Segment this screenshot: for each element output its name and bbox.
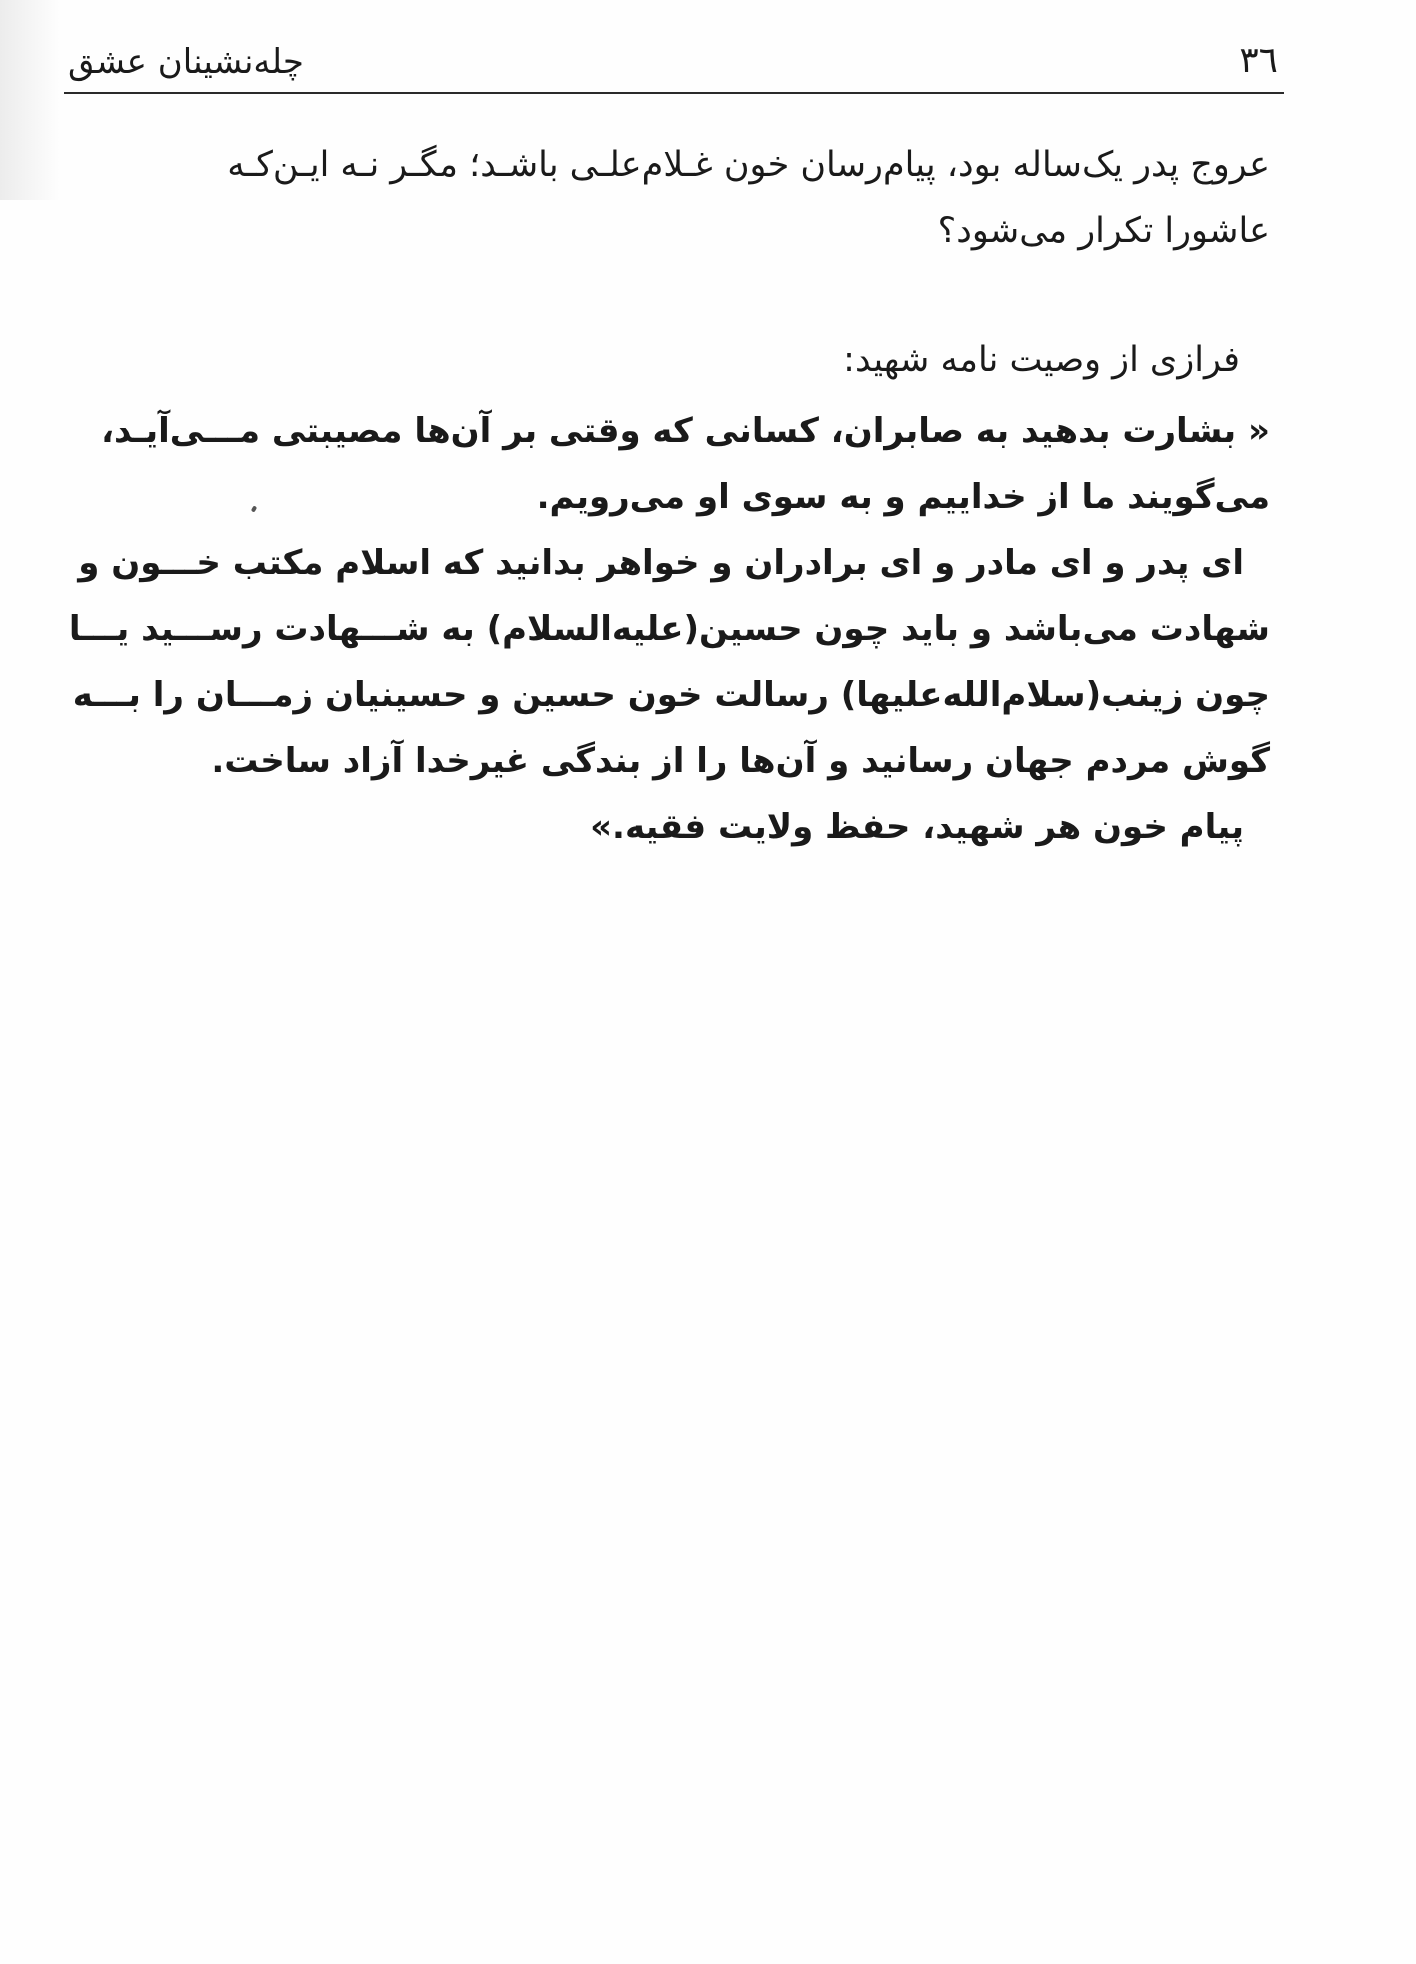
book-title: چله‌نشینان عشق: [68, 42, 304, 82]
scan-shadow: [0, 0, 60, 200]
will-quote: [58, 398, 1270, 860]
quote-line-6: گوش مردم جهان رسانید و آن‌ها را از بندگی غیرخدا آزاد ساخت.: [211, 741, 1270, 781]
page-number: ۳٦: [1239, 40, 1278, 81]
quote-line-7: پیام خون هر شهید، حفظ ولایت فقیه.»: [590, 807, 1244, 847]
running-header: [64, 36, 1284, 94]
intro-line-2: عاشورا تکرار می‌شود؟: [937, 211, 1270, 251]
quote-line-3: ای پدر و ای مادر و ای برادران و خواهر بدانید که اسلام مکتب خـــون و: [78, 543, 1244, 583]
excerpt-label: فرازی از وصیت نامه شهید:: [843, 340, 1240, 380]
quote-line-2: می‌گویند ما از خداییم و به سوی او می‌رویم.: [536, 477, 1270, 517]
quote-line-5: چون زینب(سلام‌الله‌علیها) رسالت خون حسین و حسینیان زمـــان را بـــه: [72, 675, 1270, 715]
quote-line-1: « بشارت بدهید به صابران، کسانی که وقتی بر آن‌ها مصیبتی مـــی‌آیـد،: [101, 411, 1270, 451]
intro-line-1: عروج پدر یک‌ساله بود، پیام‌رسان خون غـلام‌علـی باشـد؛ مگـر نـه ایـن‌کـه: [227, 145, 1270, 185]
quote-line-4: شهادت می‌باشد و باید چون حسین(علیه‌السلام) به شـــهادت رســـید یـــا: [68, 609, 1270, 649]
intro-paragraph: [58, 132, 1270, 264]
